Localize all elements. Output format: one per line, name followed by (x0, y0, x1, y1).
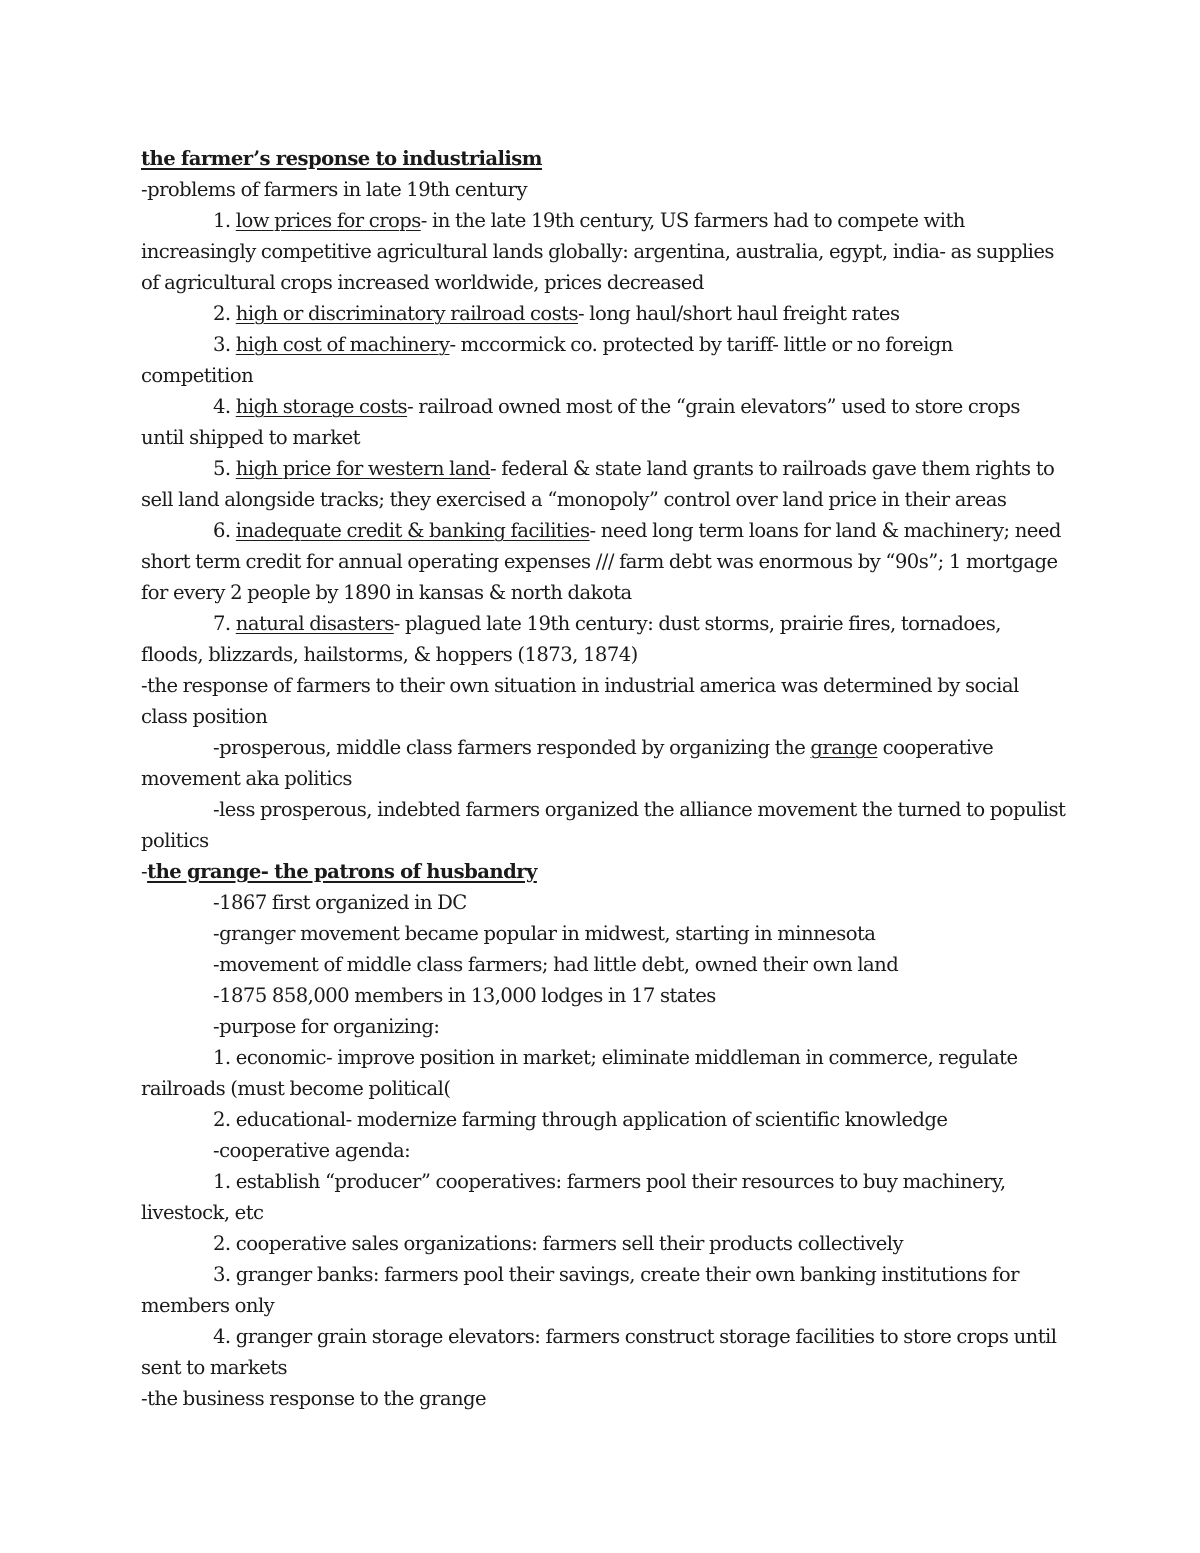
problem-number: 4. (213, 395, 236, 418)
document-body (141, 143, 1066, 1414)
grange-item: -granger movement became popular in midwest, starting in minnesota (213, 922, 876, 945)
problem-item (141, 329, 1066, 391)
problem-term: low prices for crops (235, 209, 421, 232)
problem-number: 3. (213, 333, 236, 356)
problem-term: inadequate credit & banking facilities (235, 519, 590, 542)
problem-term: high storage costs (235, 395, 408, 418)
problem-term: high cost of machinery (235, 333, 450, 356)
grange-item: 2. educational- modernize farming through application of scientific knowledge (213, 1108, 948, 1131)
prosperous-text: -prosperous, middle class farmers responded by organizing the (213, 736, 811, 759)
grange-heading: the grange- the patrons of husbandry (147, 860, 537, 883)
problem-text: - in the late 19th century, US farmers had to compete with increasingly competitive agricultural lands globally: argentina, australia, egypt, india- as supplies of agricultural crops increased worldwide, prices decreased (141, 209, 1054, 294)
grange-item: 2. cooperative sales organizations: farmers sell their products collectively (213, 1232, 904, 1255)
grange-item: 3. granger banks: farmers pool their savings, create their own banking institutions for members only (141, 1263, 1019, 1317)
grange-dash: - (141, 860, 148, 883)
problem-term: natural disasters (235, 612, 394, 635)
problem-text: - long haul/short haul freight rates (578, 302, 900, 325)
problems-heading: -problems of farmers in late 19th century (141, 178, 527, 201)
grange-term: grange (810, 736, 878, 759)
less-prosperous-line: -less prosperous, indebted farmers organized the alliance movement the turned to populist politics (141, 798, 1066, 852)
problem-item (141, 391, 1066, 453)
grange-item: 1. economic- improve position in market; eliminate middleman in commerce, regulate railroads (must become political( (141, 1046, 1018, 1100)
grange-item: 4. granger grain storage elevators: farmers construct storage facilities to store crops until sent to markets (141, 1325, 1057, 1379)
grange-heading-line (141, 856, 1066, 887)
problem-number: 5. (213, 457, 236, 480)
problem-text: - federal & state land grants to railroads gave them rights to sell land alongside tracks; they exercised a “monopoly” control over land price in their areas (141, 457, 1055, 511)
grange-item: -movement of middle class farmers; had little debt, owned their own land (213, 953, 899, 976)
grange-item: -1867 first organized in DC (213, 891, 467, 914)
problem-term: high price for western land (235, 457, 491, 480)
response-line: -the response of farmers to their own situation in industrial america was determined by social class position (141, 674, 1019, 728)
grange-item: 1. establish “producer” cooperatives: farmers pool their resources to buy machinery, livestock, etc (141, 1170, 1006, 1224)
problem-number: 2. (213, 302, 236, 325)
problem-item (141, 453, 1066, 515)
problem-text: - plagued late 19th century: dust storms, prairie fires, tornadoes, floods, blizzards, hailstorms, & hoppers (1873, 1874) (141, 612, 1001, 666)
prosperous-line (141, 732, 1066, 794)
grange-item: -purpose for organizing: (213, 1015, 440, 1038)
problem-number: 1. (213, 209, 236, 232)
problem-number: 7. (213, 612, 236, 635)
problem-item (141, 298, 1066, 329)
problem-text: - need long term loans for land & machinery; need short term credit for annual operating expenses /// farm debt was enormous by “90s”; 1 mortgage for every 2 people by 1890 in kansas & north dakota (141, 519, 1061, 604)
problem-number: 6. (213, 519, 236, 542)
problem-item (141, 608, 1066, 670)
problem-text: - mccormick co. protected by tariff- little or no foreign competition (141, 333, 953, 387)
document-title: the farmer’s response to industrialism (141, 147, 542, 170)
grange-item: -1875 858,000 members in 13,000 lodges in 17 states (213, 984, 716, 1007)
problem-item (141, 205, 1066, 298)
grange-item: -cooperative agenda: (213, 1139, 411, 1162)
problem-term: high or discriminatory railroad costs (235, 302, 579, 325)
problem-item (141, 515, 1066, 608)
prosperous-text-end: cooperative movement aka politics (141, 736, 994, 790)
problem-text: - railroad owned most of the “grain elevators” used to store crops until shipped to market (141, 395, 1020, 449)
business-response-line: -the business response to the grange (141, 1387, 487, 1410)
